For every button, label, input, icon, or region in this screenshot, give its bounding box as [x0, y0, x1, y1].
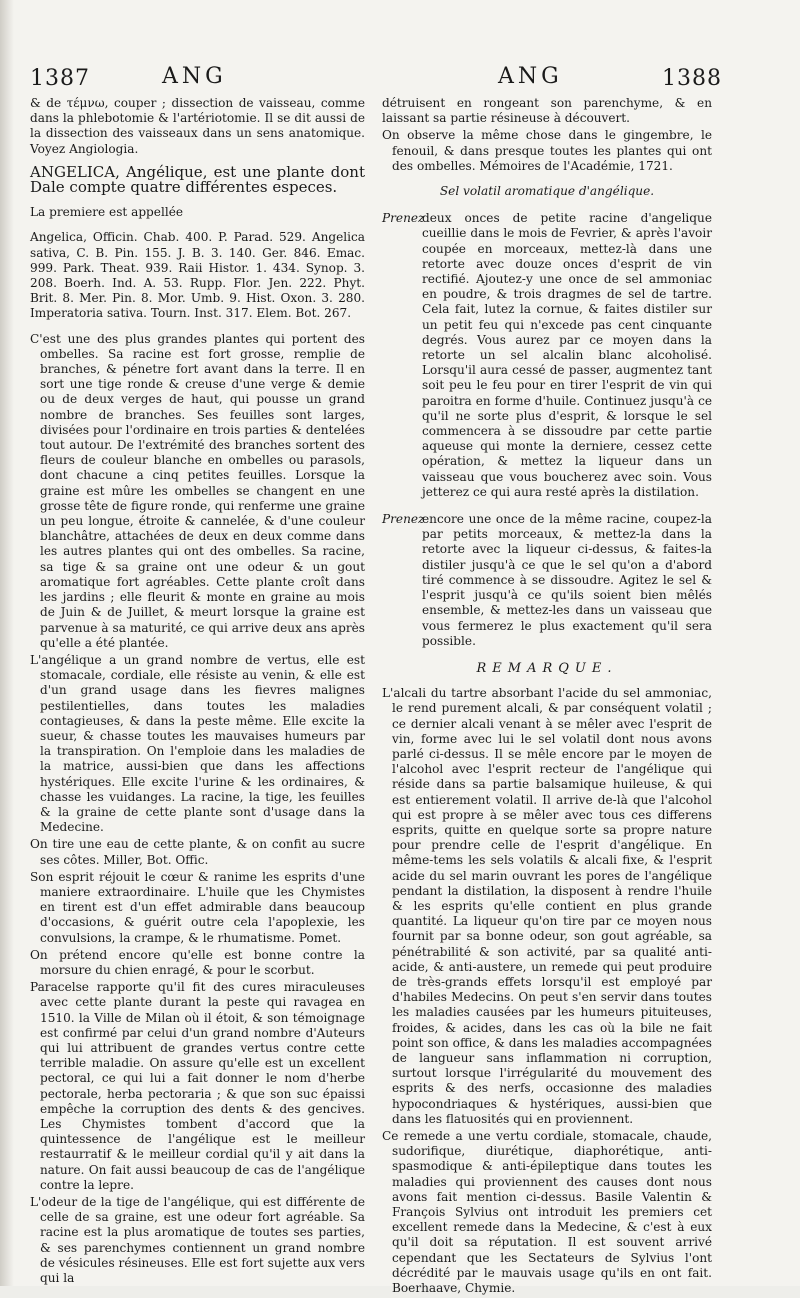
- recipe-text: deux onces de petite racine d'angelique cueillie dans le mois de Fevrier, & après l'avoir coupée en morceaux, mettez-là dans une retorte avec douze onces d'esprit de vin rectifié. Ajoutez-y une once de sel ammoniac en poudre, & trois dragmes de sel de tartre. Cela fait, lutez la cornue, & faites distiler sur un petit feu qui n'excede pas cent cinquante degrés. Vous aurez par ce moyen dans la retorte un sel alcalin blanc alcoholisé. Lorsqu'il aura cessé de passer, augmentez tant soit peu le feu pour en tirer l'esprit de vin qui paroitra en forme d'huile. Continuez jusqu'à ce qu'il ne sorte plus d'esprit, & lorsque le sel commencera à se dissoudre par cette partie aqueuse qui monte la derniere, cessez cette opération, & mettez la liqueur dans un vaisseau que vous boucherez avec soin. Vous jetterez ce qui aura resté après la distilation.: [422, 211, 712, 499]
- right-column: [382, 96, 712, 1298]
- page-fold-shadow: [0, 0, 14, 1286]
- left-page-number: 1387: [30, 66, 90, 91]
- recipe-block: [382, 512, 712, 649]
- paragraph: On prétend encore qu'elle est bonne contre la morsure du chien enragé, & pour le scorbut.: [30, 947, 365, 977]
- remarque-heading: REMARQUE.: [476, 660, 618, 676]
- paragraph: L'alcali du tartre absorbant l'acide du sel ammoniac, le rend purement alcali, & par conséquent volatil ; ce dernier alcali venant à se mêler avec l'esprit de vin, forme avec lui le sel volatil dont nous avons parlé ci-dessus. Il se mêle encore par le moyen de l'alcohol avec l'esprit recteur de l'angélique qui réside dans sa partie balsamique huileuse, & qui est entierement volatil. Il arrive de-là que l'alcohol qui est propre à se mêler avec tous ces differens esprits, quitte en quelque sorte sa propre nature pour prendre celle de l'esprit d'angélique. En même-tems les sels volatils & alcali fixe, & l'esprit acide du sel marin ouvrant les pores de l'angélique pendant la distilation, la disposent à rendre l'huile & les esprits qu'elle contient en plus grande quantité. La liqueur qu'on tire par ce moyen nous fournit par sa bonne odeur, son gout agréable, sa pénétrabilité & son activité, par sa qualité anti-acide, & anti-austere, un remede qui peut produire de très-grands effets lorsqu'il est employé par d'habiles Medecins. On peut s'en servir dans toutes les maladies causées par les humeurs pituiteuses, froides, & acides, dans les cas où la bile ne fait point son office, & dans les maladies accompagnées de langueur sans inflammation ni corruption, surtout lorsque l'irrégularité du mouvement des esprits & des nerfs, occasionne des maladies hypocondriaques & hystériques, aussi-bien que dans les flatuosités qui en proviennent.: [382, 686, 712, 1126]
- paragraph: On tire une eau de cette plante, & on confit au sucre ses côtes. Miller, Bot. Offic.: [30, 837, 365, 867]
- recipe-label: Prenez: [382, 211, 425, 226]
- paragraph: Ce remede a une vertu cordiale, stomacale, chaude, sudorifique, diurétique, diaphorétique, anti-spasmodique & anti-épileptique dans toutes les maladies qui proviennent des causes dont nous avons fait mention ci-dessus. Basile Valentin & François Sylvius ont introduit les premiers cet excellent remede dans la Medecine, & c'est à eux qu'il doit sa réputation. Il est souvent arrivé cependant que les Sectateurs de Sylvius l'ont décrédité par le mauvais usage qu'ils en ont fait. Boerhaave, Chymie.: [382, 1129, 712, 1296]
- right-page-number: 1388: [662, 66, 722, 91]
- recipe-label: Prenez: [382, 512, 425, 527]
- recipe-text: encore une once de la même racine, coupez-la par petits morceaux, & mettez-la dans la retorte avec la liqueur ci-dessus, & faites-la distiler jusqu'à ce que le sel qu'on a d'abord tiré commence à se dissoudre. Agitez le sel & l'esprit jusqu'à ce qu'ils soient bien mêlés ensemble, & mettez-les dans un vaisseau que vous fermerez le plus exactement qu'il sera possible.: [422, 512, 712, 648]
- paragraph: Paracelse rapporte qu'il fit des cures miraculeuses avec cette plante durant la peste qui ravagea en 1510. la Ville de Milan où il étoit, & son témoignage est confirmé par celui d'un grand nombre d'Auteurs qui lui attribuent de grandes vertus contre cette terrible maladie. On assure qu'elle est un excellent pectoral, ce qui lui a fait donner le nom d'herbe pectorale, herba pectoraria ; & que son suc épaissi empêche la corruption des dents & des gencives. Les Chymistes tombent d'accord que la quintessence de l'angélique est le meilleur restaurratif & le meilleur cordial qu'il y ait dans la nature. On fait aussi beaucoup de cas de l'angélique contre la lepre.: [30, 980, 365, 1192]
- paragraph: L'angélique a un grand nombre de vertus, elle est stomacale, cordiale, elle résiste au venin, & elle est d'un grand usage dans les fievres malignes pestilentielles, dans toutes les maladies contagieuses, & dans la peste même. Elle excite la sueur, & chasse toutes les mauvaises humeurs par la transpiration. On l'emploie dans les maladies de la matrice, aussi-bien que dans les affections hystériques. Elle excite l'urine & les ordinaires, & chasse les vuidanges. La racine, la tige, les feuilles & la graine de cette plante sont d'usage dans la Medecine.: [30, 652, 365, 835]
- paragraph: détruisent en rongeant son parenchyme, & en laissant sa partie résineuse à découvert.: [382, 96, 712, 126]
- botanical-references: Angelica, Officin. Chab. 400. P. Parad. 529. Angelica sativa, C. B. Pin. 155. J. B. 3. 140. Ger. 846. Emac. 999. Park. Theat. 939. Raii Histor. 1. 434. Synop. 3. 208. Boerh. Ind. A. 53. Rupp. Flor. Jen. 222. Phyt. Brit. 8. Mer. Pin. 8. Mor. Umb. 9. Hist. Oxon. 3. 280. Imperatoria sativa. Tourn. Inst. 317. Elem. Bot. 267.: [30, 230, 365, 321]
- recipe-block: [382, 211, 712, 500]
- left-running-head: ANG: [162, 64, 227, 89]
- paragraph: C'est une des plus grandes plantes qui portent des ombelles. Sa racine est fort grosse, remplie de branches, & pénetre fort avant dans la terre. Il en sort une tige ronde & creuse d'une verge & demie ou de deux verges de haut, qui pousse un grand nombre de branches. Ses feuilles sont larges, divisées pour l'ordinaire en trois parties & dentelées tout autour. De l'extrémité des branches sortent des fleurs de couleur blanche en ombelles ou parasols, dont chacune a cinq petites feuilles. Lorsque la graine est mûre les ombelles se changent en une grosse tête de figure ronde, qui renferme une graine un peu longue, étroite & cannelée, & d'une couleur blanchâtre, attachées de deux en deux comme dans les autres plantes qui ont des ombelles. Sa racine, sa tige & sa graine ont une odeur & un gout aromatique fort agréables. Cette plante croît dans les jardins ; elle fleurit & monte en graine au mois de Juin & de Juillet, & meurt lorsque la graine est parvenue à sa maturité, ce qui arrive deux ans après qu'elle a été plantée.: [30, 331, 365, 650]
- paragraph: L'odeur de la tige de l'angélique, qui est différente de celle de sa graine, est une odeur fort agréable. Sa racine est la plus aromatique de toutes ses parties, & ses parenchymes contiennent un grand nombre de vésicules résineuses. Elle est fort sujette aux vers qui la: [30, 1195, 365, 1286]
- entry-heading-angelica: ANGELICA, Angélique, est une plante dont Dale compte quatre différentes especes.: [30, 162, 365, 197]
- paragraph: Son esprit réjouit le cœur & ranime les esprits d'une maniere extraordinaire. L'huile que les Chymistes en tirent est d'un effet admirable dans beaucoup d'occasions, & guérit outre cela l'apoplexie, les convulsions, la crampe, & le rhumatisme. Pomet.: [30, 869, 365, 945]
- right-running-head: ANG: [498, 64, 563, 89]
- left-column: [30, 96, 365, 1288]
- paragraph: & de τέμνω, couper ; dissection de vaisseau, comme dans la phlebotomie & l'artériotomie. Il se dit aussi de la dissection des vaisseaux dans un sens anatomique. Voyez Angiologia.: [30, 96, 365, 156]
- paragraph: On observe la même chose dans le gingembre, le fenouil, & dans presque toutes les plantes qui ont des ombelles. Mémoires de l'Académie, 1721.: [382, 128, 712, 173]
- paragraph: La premiere est appellée: [30, 205, 184, 220]
- section-subheading: Sel volatil aromatique d'angélique.: [439, 184, 655, 199]
